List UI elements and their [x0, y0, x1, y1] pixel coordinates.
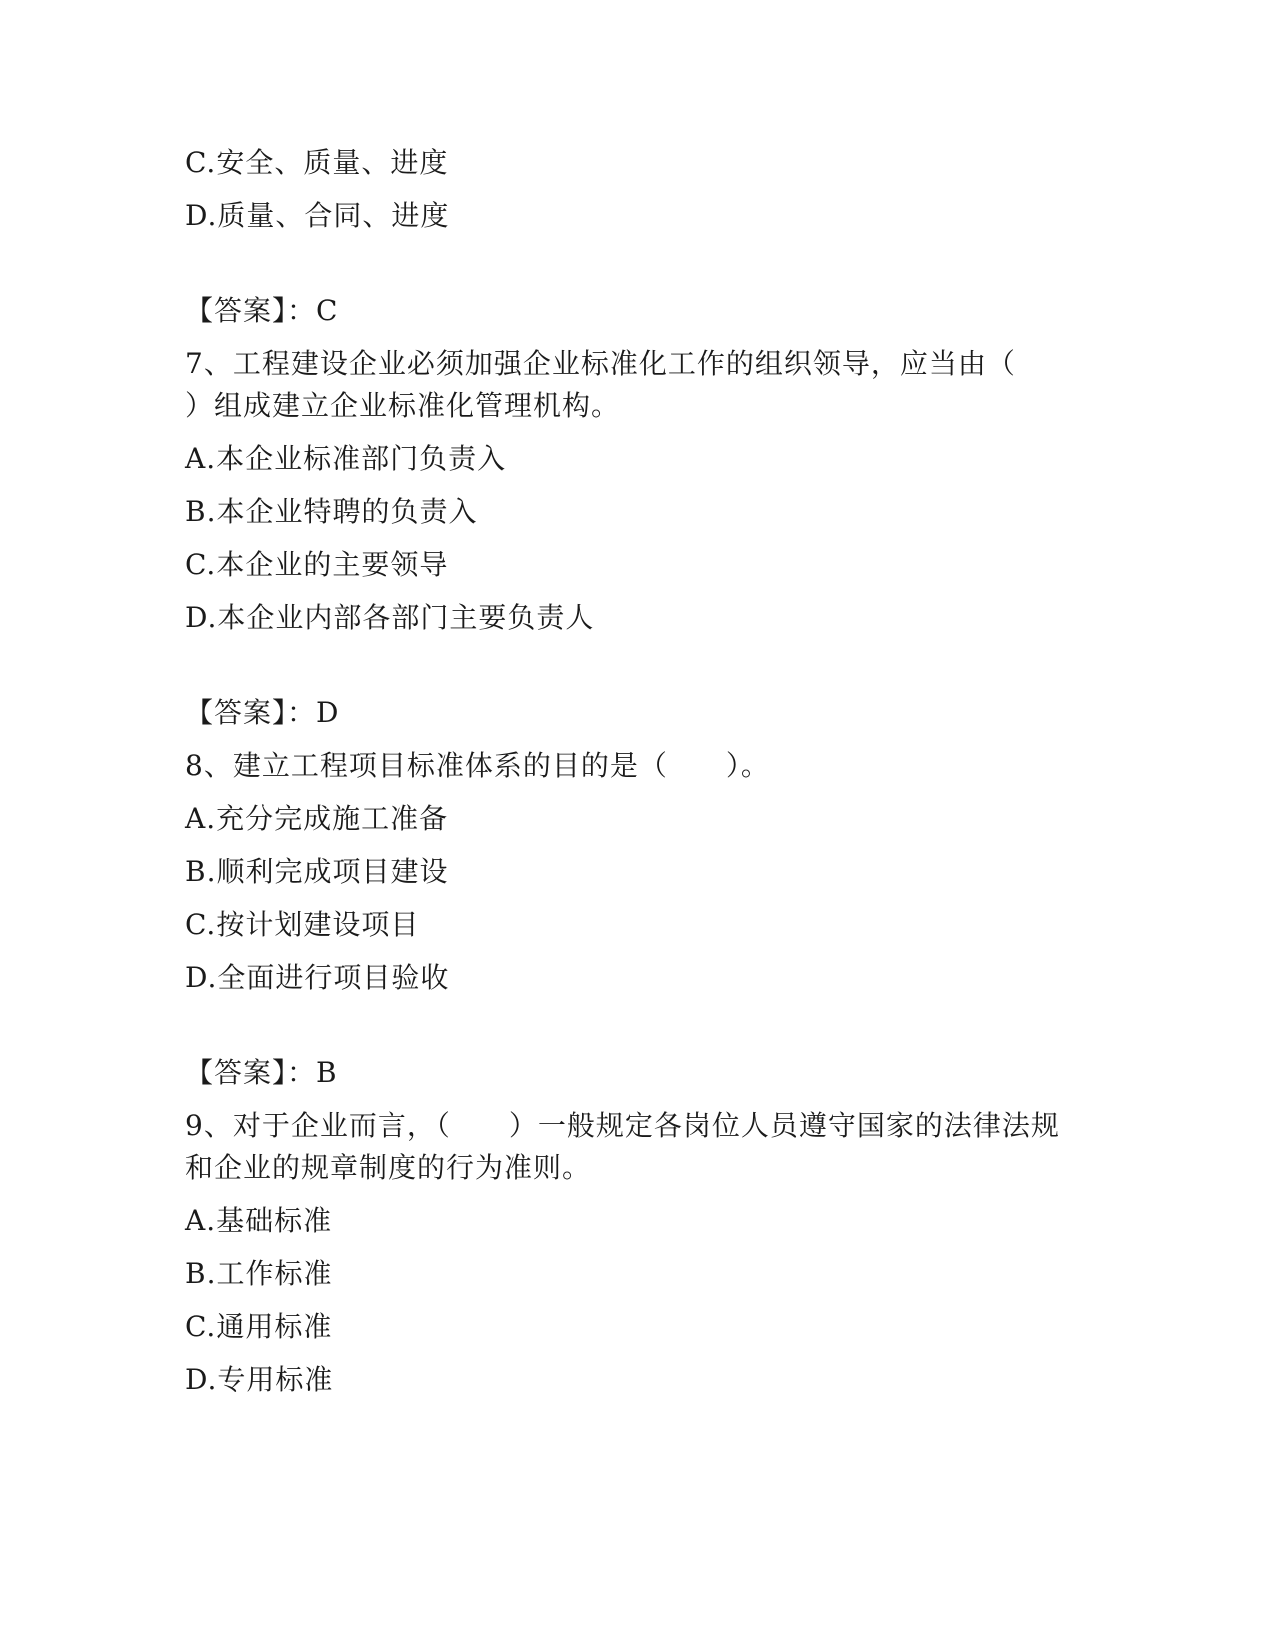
q8-option-c: C.按计划建设项目 [185, 908, 420, 941]
q8-option-b: B.顺利完成项目建设 [185, 855, 449, 888]
q7-answer: 【答案】：D [185, 696, 340, 729]
q7-option-c: C.本企业的主要领导 [185, 548, 449, 581]
q9-option-d: D.专用标准 [185, 1363, 334, 1396]
q9-option-b: B.工作标准 [185, 1257, 333, 1290]
q9-stem-line1: 9、对于企业而言，（ ）一般规定各岗位人员遵守国家的法律法规 [185, 1109, 1060, 1142]
q6-option-c: C.安全、质量、进度 [185, 146, 449, 179]
q8-option-d: D.全面进行项目验收 [185, 961, 450, 994]
q9-option-c: C.通用标准 [185, 1310, 333, 1343]
q6-answer: 【答案】：C [185, 294, 339, 327]
q9-stem-line2: 和企业的规章制度的行为准则。 [185, 1151, 592, 1184]
q7-stem-line1: 7、工程建设企业必须加强企业标准化工作的组织领导，应当由（ [185, 347, 1016, 380]
q8-option-a: A.充分完成施工准备 [185, 802, 449, 835]
q8-answer: 【答案】：B [185, 1056, 338, 1089]
q7-option-d: D.本企业内部各部门主要负责人 [185, 601, 595, 634]
q7-option-b: B.本企业特聘的负责入 [185, 495, 478, 528]
q6-option-d: D.质量、合同、进度 [185, 199, 450, 232]
q9-option-a: A.基础标准 [185, 1204, 333, 1237]
q7-option-a: A.本企业标准部门负责入 [185, 442, 507, 475]
q8-stem: 8、建立工程项目标准体系的目的是（ ）。 [185, 749, 770, 782]
q7-stem-line2: ）组成建立企业标准化管理机构。 [185, 389, 621, 422]
